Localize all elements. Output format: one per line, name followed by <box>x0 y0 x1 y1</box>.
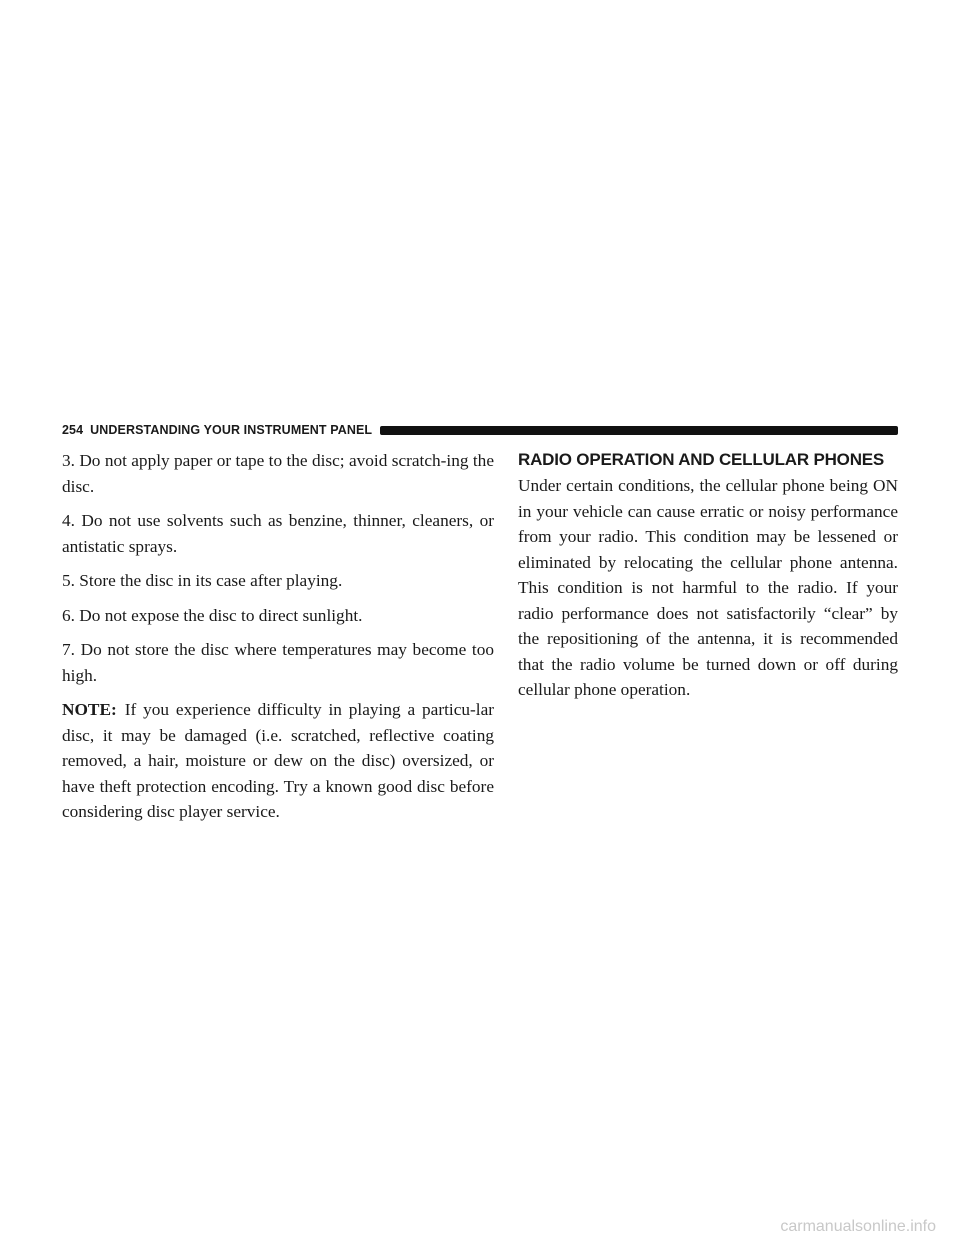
section-title: UNDERSTANDING YOUR INSTRUMENT PANEL <box>90 423 373 437</box>
section-body: Under certain conditions, the cellular phone being ON in your vehicle can cause erratic or noisy performance from your radio. This condition may be lessened or eliminated by relocating the cellular phone antenna. This condition is not harmful to the radio. If your radio performance does not satisfactorily “clear” by the repositioning of the antenna, it is recommended that the radio volume be turned down or off during cellular phone operation. <box>518 476 898 699</box>
page-number: 254 <box>62 423 84 437</box>
header-rule <box>380 426 898 435</box>
page-header <box>62 421 898 439</box>
note-text: If you experience difficulty in playing a particu-lar disc, it may be damaged (i.e. scratched, reflective coating removed, a hair, moisture or dew on the disc) oversized, or have theft protection encoding. Try a known good disc before considering disc player service. <box>62 700 494 821</box>
list-item-5: 5. Store the disc in its case after playing. <box>62 571 343 590</box>
list-item-3: 3. Do not apply paper or tape to the disc; avoid scratch-ing the disc. <box>62 451 494 496</box>
list-item-6: 6. Do not expose the disc to direct sunlight. <box>62 605 363 625</box>
right-column <box>518 448 898 703</box>
note-label: NOTE: <box>62 700 117 719</box>
section-heading: RADIO OPERATION AND CELLULAR PHONES <box>518 450 885 469</box>
list-item-4: 4. Do not use solvents such as benzine, thinner, cleaners, or antistatic sprays. <box>62 511 494 556</box>
left-column <box>62 448 494 834</box>
watermark-link[interactable]: carmanualsonline.info <box>780 1218 936 1235</box>
note-paragraph <box>62 697 494 825</box>
list-item-7: 7. Do not store the disc where temperatures may become too high. <box>62 640 494 685</box>
